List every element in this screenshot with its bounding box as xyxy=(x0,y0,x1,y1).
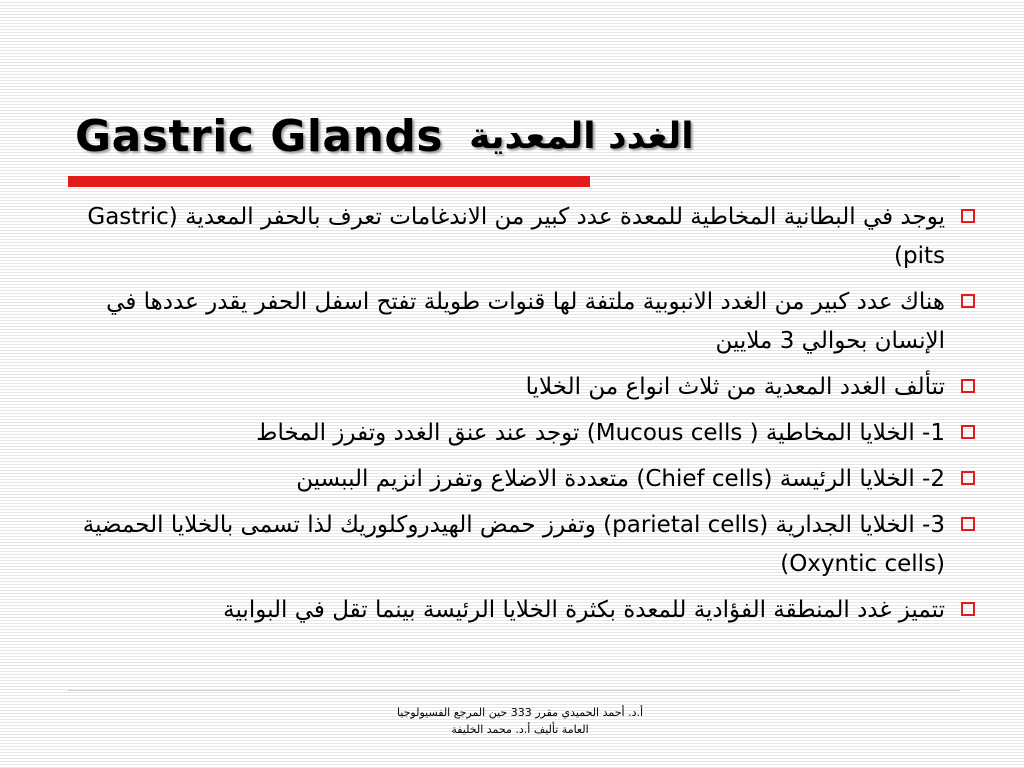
bullet-list xyxy=(40,198,975,637)
bullet-item xyxy=(40,368,975,407)
footer-divider xyxy=(68,690,960,691)
title-english: Gastric Glands xyxy=(75,110,444,162)
slide-title xyxy=(75,96,795,176)
bullet-square-icon xyxy=(961,294,975,308)
bullet-square-icon xyxy=(961,209,975,223)
bullet-square-icon xyxy=(961,425,975,439)
title-accent-bar xyxy=(68,176,590,187)
bullet-item xyxy=(40,460,975,499)
bullet-square-icon xyxy=(961,379,975,393)
footer-credit xyxy=(310,704,730,738)
bullet-text: تتألف الغدد المعدية من ثلاث انواع من الخلايا xyxy=(525,374,945,400)
bullet-square-icon xyxy=(961,602,975,616)
title-arabic: الغدد المعدية xyxy=(469,115,694,157)
bullet-item xyxy=(40,506,975,584)
bullet-text: يوجد في البطانية المخاطية للمعدة عدد كبير من الاندغامات تعرف بالحفر المعدية (Gastric pits) xyxy=(87,204,945,269)
bullet-item xyxy=(40,591,975,630)
bullet-item xyxy=(40,283,975,361)
bullet-text: هناك عدد كبير من الغدد الانبوبية ملتفة لها قنوات طويلة تفتح اسفل الحفر يقدر عددها في الإنسان بحوالي 3 ملايين xyxy=(106,289,945,354)
bullet-square-icon xyxy=(961,471,975,485)
footer-line-1: أ.د. أحمد الحميدي مقرر 333 حين المرجع الفسيولوجيا xyxy=(396,706,644,719)
bullet-square-icon xyxy=(961,517,975,531)
bullet-item xyxy=(40,414,975,453)
bullet-item xyxy=(40,198,975,276)
bullet-text: 1- الخلايا المخاطية ( Mucous cells) توجد عند عنق الغدد وتفرز المخاط xyxy=(256,420,945,446)
bullet-text: تتميز غدد المنطقة الفؤادية للمعدة بكثرة الخلايا الرئيسة بينما تقل في البوابية xyxy=(223,597,945,623)
bullet-text: 2- الخلايا الرئيسة (Chief cells) متعددة الاضلاع وتفرز انزيم الببسين xyxy=(296,466,945,492)
footer-line-2: العامة تأليف أ.د. محمد الخليفة xyxy=(451,723,589,736)
bullet-text: 3- الخلايا الجدارية (parietal cells) وتفرز حمض الهيدروكلوريك لذا تسمى بالخلايا الحمضية (Oxyntic cells) xyxy=(82,512,945,577)
